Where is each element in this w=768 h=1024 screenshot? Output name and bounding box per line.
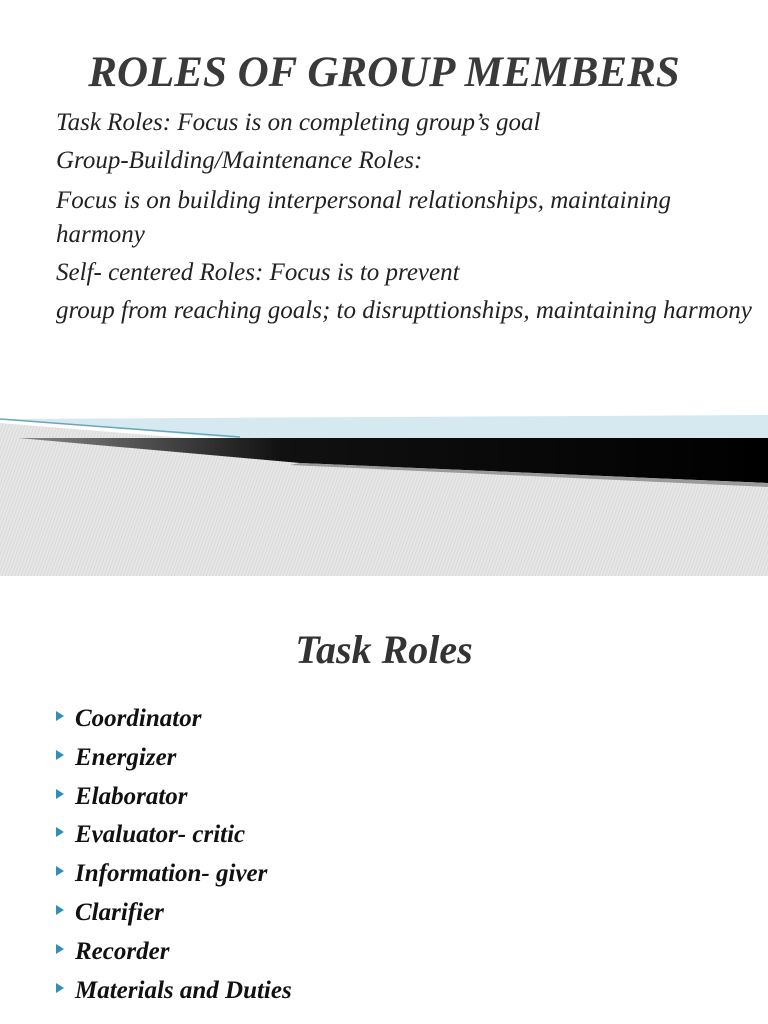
bullet-text: Information- giver: [75, 860, 268, 888]
slide-title: ROLES OF GROUP MEMBERS: [88, 49, 680, 96]
body-line: Task Roles: Focus is on completing group’s goal: [56, 109, 541, 136]
triangle-bullet-icon: [56, 711, 64, 721]
body-line: Self- centered Roles: Focus is to prevent: [56, 259, 460, 286]
bullet-list: [56, 704, 736, 1014]
bullet-text: Coordinator: [75, 705, 202, 732]
triangle-bullet-icon: [56, 789, 64, 799]
bullet-text: Recorder: [75, 937, 170, 965]
slide-task-roles: [0, 576, 768, 1024]
bullet-text: Clarifier: [75, 898, 164, 926]
body-line: group from reaching goals; to disrupttionships, maintaining harmony: [56, 297, 752, 324]
body-line: Focus is on building interpersonal relationships, maintaining harmony: [56, 187, 672, 248]
triangle-bullet-icon: [56, 944, 64, 954]
list-item: [56, 704, 736, 743]
list-item: [56, 820, 736, 859]
bullet-text: Energizer: [75, 743, 177, 771]
list-item: [56, 743, 736, 782]
slide-title: Task Roles: [295, 627, 473, 672]
slide-body-text: [56, 106, 756, 332]
list-item: [56, 937, 736, 976]
triangle-bullet-icon: [56, 750, 64, 760]
triangle-bullet-icon: [56, 905, 64, 915]
decorative-band: [0, 405, 768, 576]
list-item: [56, 859, 736, 898]
body-line: Group-Building/Maintenance Roles:: [56, 147, 423, 174]
list-item: [56, 976, 736, 1015]
list-item: [56, 898, 736, 937]
bullet-text: Evaluator- critic: [75, 821, 246, 849]
list-item: [56, 782, 736, 821]
bullet-text: Materials and Duties: [75, 976, 292, 1004]
triangle-bullet-icon: [56, 866, 64, 876]
triangle-bullet-icon: [56, 827, 64, 837]
bullet-text: Elaborator: [75, 782, 188, 810]
triangle-bullet-icon: [56, 983, 64, 993]
